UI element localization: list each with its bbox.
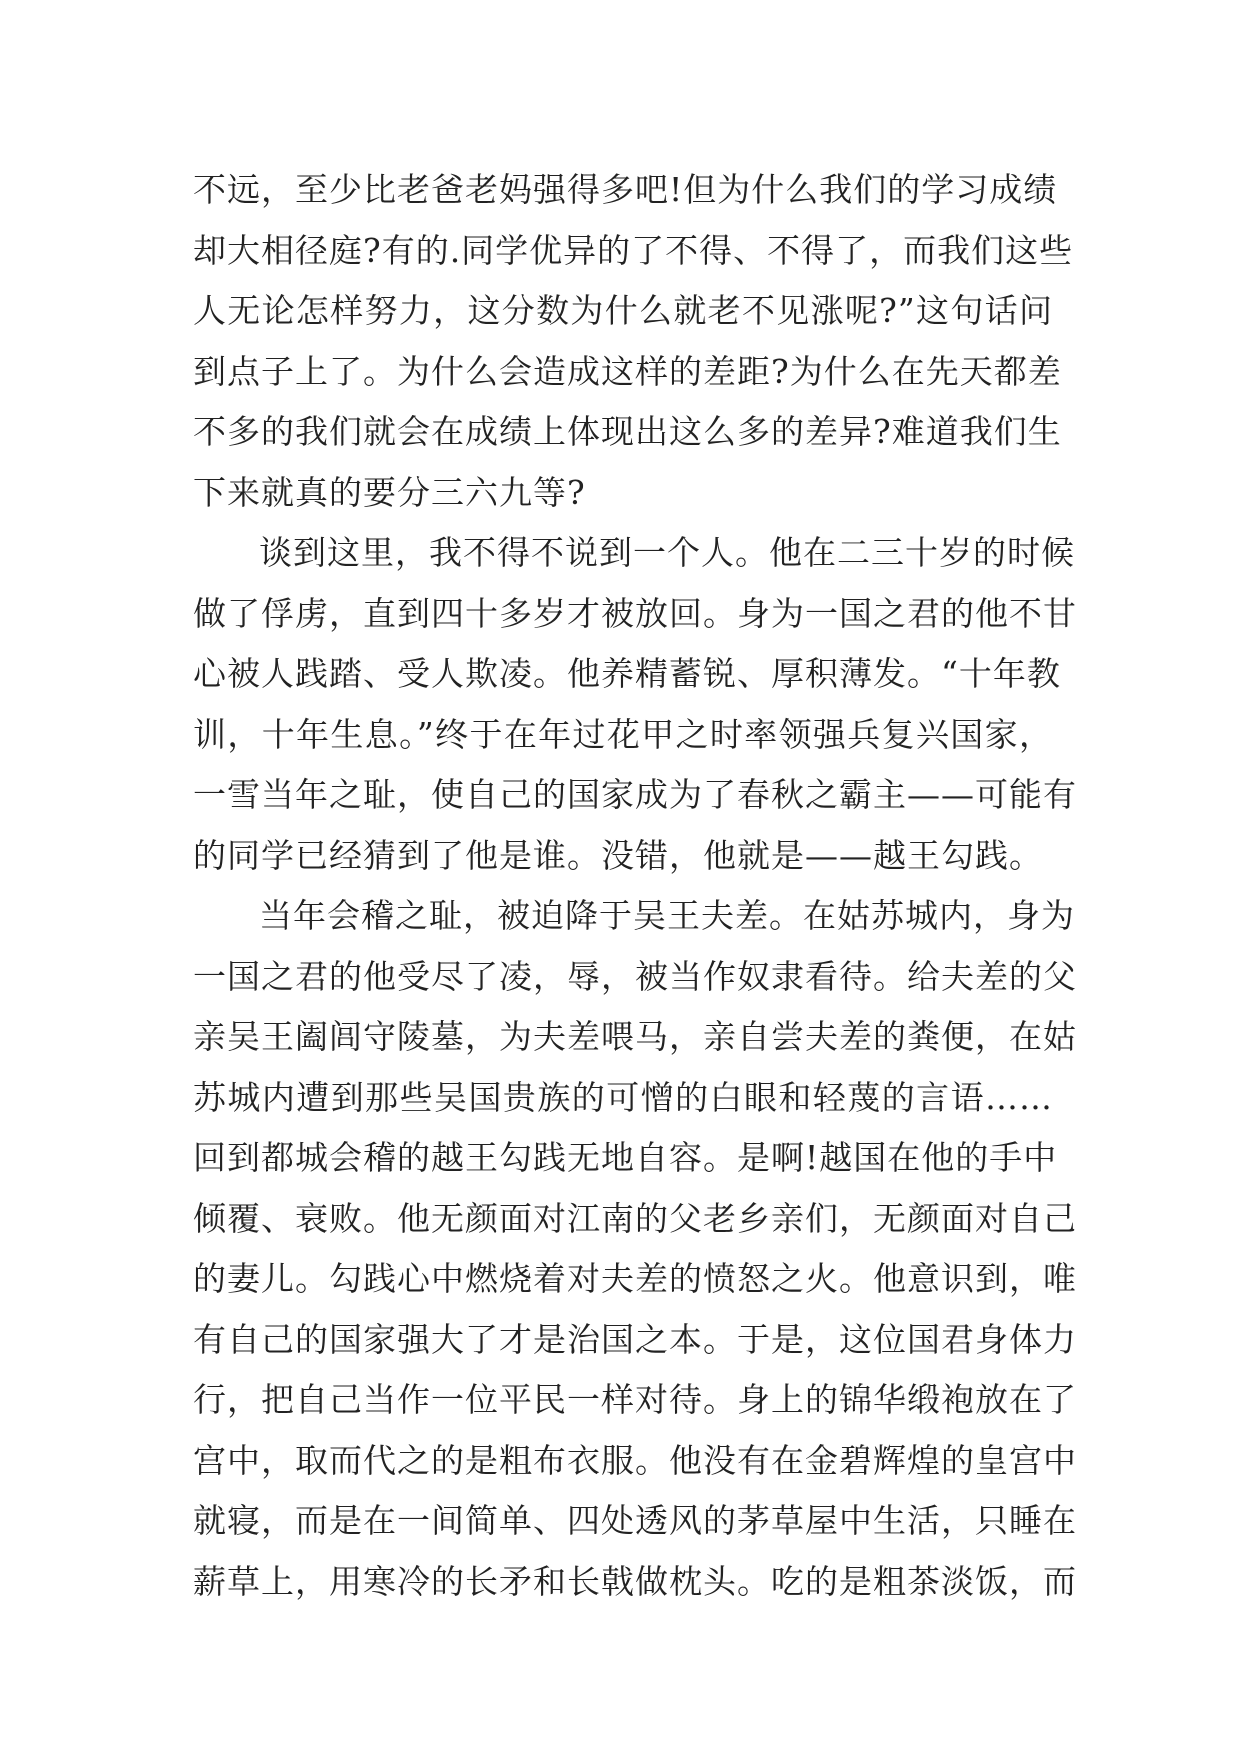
text-line: 薪草上，用寒冷的长矛和长戟做枕头。吃的是粗茶淡饭，而 [193,1561,1077,1601]
text-line: 做了俘虏，直到四十多岁才被放回。身为一国之君的他不甘 [193,593,1077,633]
text-line: 不远，至少比老爸老妈强得多吧!但为什么我们的学习成绩 [193,170,1058,209]
paragraph-3 [193,886,1077,1612]
text-line: 有自己的国家强大了才是治国之本。于是，这位国君身体力 [193,1319,1077,1359]
text-line: 训，十年生息。”终于在年过花甲之时率领强兵复兴国家， [193,714,1053,754]
text-line: 一国之君的他受尽了凌，辱，被当作奴隶看待。给夫差的父 [193,956,1077,996]
text-line: 人无论怎样努力，这分数为什么就老不见涨呢?”这句话问 [193,291,1053,330]
text-line: 苏城内遭到那些吴国贵族的可憎的白眼和轻蔑的言语…… [193,1077,1053,1117]
text-line: 一雪当年之耻，使自己的国家成为了春秋之霸主——可能有 [193,775,1077,814]
text-line: 就寝，而是在一间简单、四处透风的茅草屋中生活，只睡在 [193,1501,1077,1540]
text-line: 的同学已经猜到了他是谁。没错，他就是——越王勾践。 [193,835,1043,875]
text-line: 却大相径庭?有的.同学优异的了不得、不得了，而我们这些 [193,230,1074,270]
text-line: 倾覆、衰败。他无颜面对江南的父老乡亲们，无颜面对自己 [193,1198,1077,1238]
paragraph-1 [193,160,1074,523]
text-line: 亲吴王阖闾守陵墓，为夫差喂马，亲自尝夫差的粪便，在姑 [193,1017,1077,1056]
body-text [193,160,1077,1612]
text-line: 心被人践踏、受人欺凌。他养精蓄锐、厚积薄发。“十年教 [193,654,1061,693]
text-line: 宫中，取而代之的是粗布衣服。他没有在金碧辉煌的皇宫中 [193,1440,1077,1480]
paragraph-2 [193,523,1077,886]
text-line: 谈到这里，我不得不说到一个人。他在二三十岁的时候 [259,533,1075,572]
text-line: 当年会稽之耻，被迫降于吴王夫差。在姑苏城内，身为 [259,896,1075,935]
text-line: 的妻儿。勾践心中燃烧着对夫差的愤怒之火。他意识到，唯 [193,1259,1077,1298]
text-line: 不多的我们就会在成绩上体现出这么多的差异?难道我们生 [193,412,1062,451]
text-line: 到点子上了。为什么会造成这样的差距?为什么在先天都差 [193,351,1062,391]
text-line: 下来就真的要分三六九等? [193,472,586,512]
text-line: 回到都城会稽的越王勾践无地自容。是啊!越国在他的手中 [193,1138,1058,1177]
text-line: 行，把自己当作一位平民一样对待。身上的锦华缎袍放在了 [193,1380,1077,1419]
